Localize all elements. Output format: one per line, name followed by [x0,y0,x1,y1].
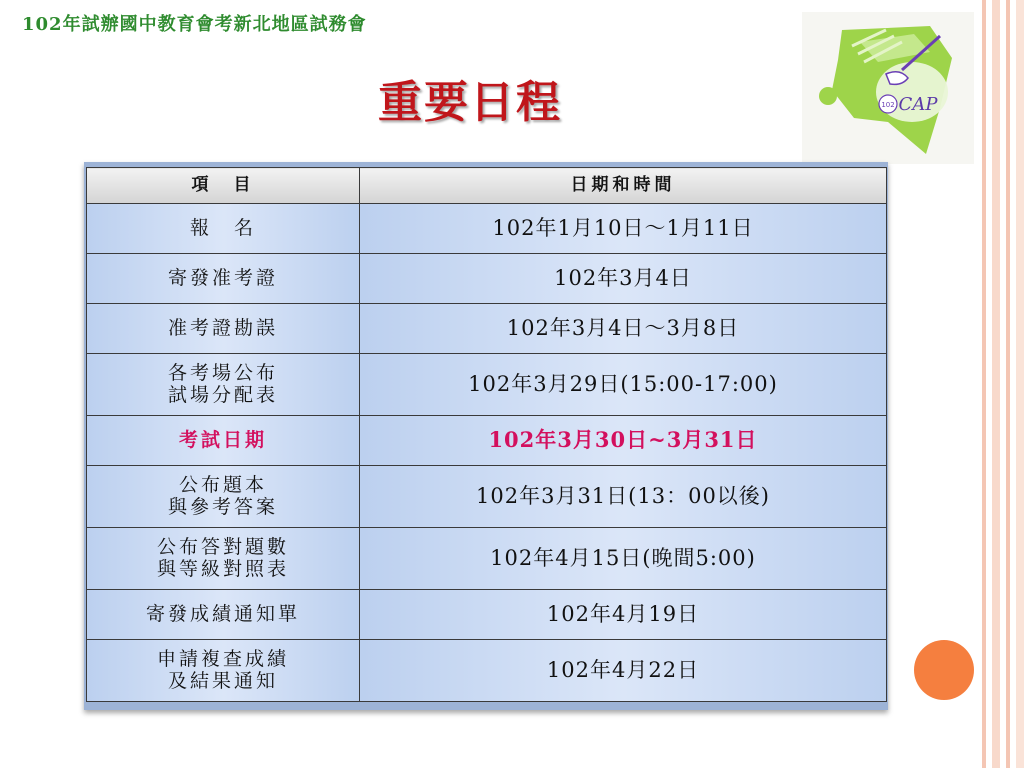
decorative-stripe [1006,0,1010,768]
schedule-item [87,254,360,304]
schedule-item [87,466,360,528]
schedule-item-line: 各考場公布 [167,361,278,384]
schedule-date: 102年4月22日 [360,640,887,702]
schedule-table-container [84,162,888,710]
schedule-item-line: 公布答對題數 [156,535,289,558]
table-row [87,528,887,590]
schedule-item-line: 與參考答案 [167,495,278,518]
column-header-date: 日期和時間 [360,168,887,204]
decorative-circle [914,640,974,700]
schedule-item-line: 試場分配表 [167,383,278,406]
schedule-date: 102年4月19日 [360,590,887,640]
logo-text: CAP [898,94,938,115]
schedule-item [87,590,360,640]
schedule-item-line: 與等級對照表 [156,557,289,580]
schedule-item-line: 考試日期 [178,428,267,451]
table-row [87,590,887,640]
table-header-row [87,168,887,204]
decorative-stripe [992,0,1000,768]
logo-badge: 102 [881,101,895,109]
schedule-date: 102年3月4日～3月8日 [360,304,887,354]
schedule-item [87,640,360,702]
schedule-table [86,167,887,702]
table-row [87,354,887,416]
table-row [87,416,887,466]
schedule-date: 102年3月29日(15:00-17:00) [360,354,887,416]
table-row [87,466,887,528]
schedule-item [87,528,360,590]
schedule-date: 102年1月10日～1月11日 [360,204,887,254]
slide-title: 重要日程 [378,77,562,128]
table-row [87,204,887,254]
schedule-item-line: 寄發准考證 [167,266,278,289]
schedule-item [87,416,360,466]
schedule-item [87,204,360,254]
slide-header: 102年試辦國中教育會考新北地區試務會 [22,14,367,35]
schedule-date: 102年3月31日(13：00以後) [360,466,887,528]
table-row [87,304,887,354]
schedule-item-line: 公布題本 [178,473,267,496]
schedule-date: 102年4月15日(晚間5:00) [360,528,887,590]
schedule-item [87,304,360,354]
schedule-item-line: 准考證勘誤 [167,316,278,339]
schedule-date: 102年3月4日 [360,254,887,304]
schedule-item-line: 寄發成績通知單 [145,602,300,625]
schedule-item-line: 及結果通知 [167,669,278,692]
table-row [87,254,887,304]
schedule-date: 102年3月30日~3月31日 [360,416,887,466]
schedule-item-line: 報 名 [189,216,256,239]
decorative-stripe [1016,0,1024,768]
cap-logo [802,12,974,164]
schedule-item [87,354,360,416]
table-row [87,640,887,702]
schedule-item-line: 申請複查成績 [156,647,289,670]
column-header-item: 項 目 [87,168,360,204]
decorative-stripe [982,0,986,768]
